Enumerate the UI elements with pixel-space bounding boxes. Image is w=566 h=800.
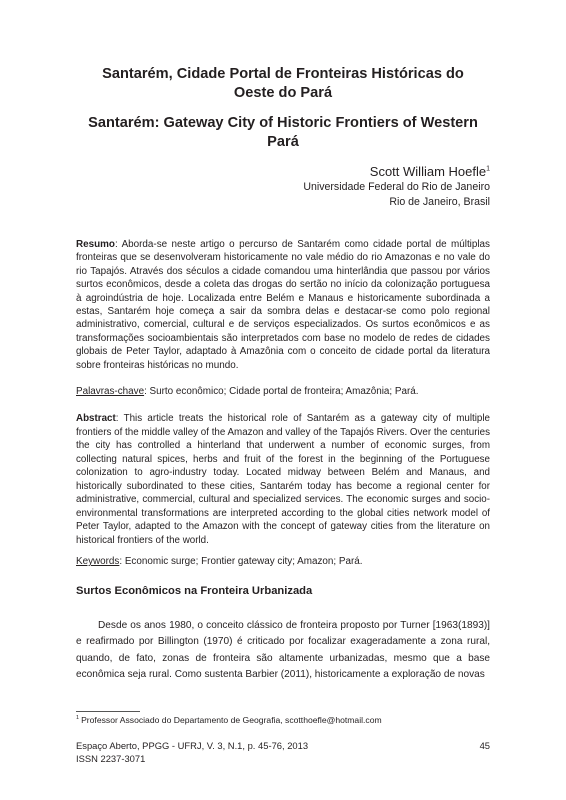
abstract-label: Abstract bbox=[76, 413, 116, 424]
palavras-chave-paragraph bbox=[76, 385, 490, 398]
keywords-text: : Economic surge; Frontier gateway city; Amazon; Pará. bbox=[119, 556, 363, 567]
resumo-label: Resumo bbox=[76, 239, 115, 250]
abstract-text: : This article treats the historical role of Santarém as a gateway city of multiple frontiers of the middle valley of the Amazon and valley of the Tapajós Rivers. Over the centuries the city has controlled a hinterland that underwent a number of economic surges, from collecting natural spices, herbs and fruit of the forest in the beginning of the Portuguese colonization to agro-industry today. Located midway between Belém and Manaus, and historically subordinated to these cities, Santarém today has become a regional center for administrative, commercial, cultural and specialized services. The economic surges and socio-environmental transformations are interpreted according to the global cities network model of Peter Taylor, adapted to the Amazon with the concept of gateway cities from the literature on historical frontiers of the world. bbox=[76, 413, 490, 546]
footer-issn: ISSN 2237-3071 bbox=[76, 753, 146, 764]
author-affiliation-2: Rio de Janeiro, Brasil bbox=[389, 196, 490, 208]
section-heading: Surtos Econômicos na Fronteira Urbanizada bbox=[76, 585, 313, 597]
author-name-line bbox=[303, 163, 490, 180]
page-number: 45 bbox=[479, 740, 490, 751]
keywords-paragraph bbox=[76, 555, 490, 568]
author-affiliation-1: Universidade Federal do Rio de Janeiro bbox=[303, 181, 490, 193]
title-english: Santarém: Gateway City of Historic Frontiers of Western Pará bbox=[88, 115, 478, 150]
footnote-mark: 1 bbox=[76, 715, 80, 722]
footer-journal: Espaço Aberto, PPGG - UFRJ, V. 3, N.1, p. 45-76, 2013 bbox=[76, 740, 309, 751]
author-name: Scott William Hoefle bbox=[369, 164, 487, 179]
resumo-text: : Aborda-se neste artigo o percurso de Santarém como cidade portal de múltiplas fronteiras que se desenvolveram historicamente no vale médio do rio Amazonas e no vale do rio Tapajós. Através dos séculos a cidade comandou uma hinterlândia que passou por vários surtos econômicos, desde a coleta das drogas do sertão no início da colonização portuguesa à agroindústria de hoje. Localizada entre Belém e Manaus e historicamente subordinada a estas, Santarém hoje começa a sair da sombra delas e destacar-se como polo regional administrativo, comercial, cultural e de serviços especializados. Os surtos econômicos e as transformações socioambientais são interpretados com base no modelo de redes de cidades globais de Peter Taylor, adaptado à Amazônia com o conceito de cidade portal da literatura sobre fronteiras históricas no mundo. bbox=[76, 239, 490, 371]
palavras-chave-text: : Surto econômico; Cidade portal de fronteira; Amazônia; Pará. bbox=[144, 386, 419, 397]
body-paragraph: Desde os anos 1980, o conceito clássico de fronteira proposto por Turner [1963(1893)] e reafirmado por Billington (1970) é criticado por focalizar exageradamente a zona rural, quando, de fato, zonas de fronteira são altamente urbanizadas, mesmo que a base econômica seja rural. Como sustenta Barbier (2011), historicamente a exploração de novas bbox=[76, 620, 490, 681]
footnote bbox=[76, 714, 382, 726]
abstract-paragraph bbox=[76, 412, 490, 547]
footnote-text: Professor Associado do Departamento de Geografia, scotthoefle@hotmail.com bbox=[81, 715, 382, 725]
resumo-paragraph bbox=[76, 238, 490, 372]
title-portuguese: Santarém, Cidade Portal de Fronteiras Históricas do Oeste do Pará bbox=[102, 66, 464, 101]
keywords-label: Keywords bbox=[76, 556, 120, 567]
footnote-divider bbox=[76, 711, 140, 712]
palavras-chave-label: Palavras-chave bbox=[76, 386, 145, 397]
author-footnote-mark: 1 bbox=[486, 165, 490, 173]
author-block bbox=[303, 163, 490, 210]
